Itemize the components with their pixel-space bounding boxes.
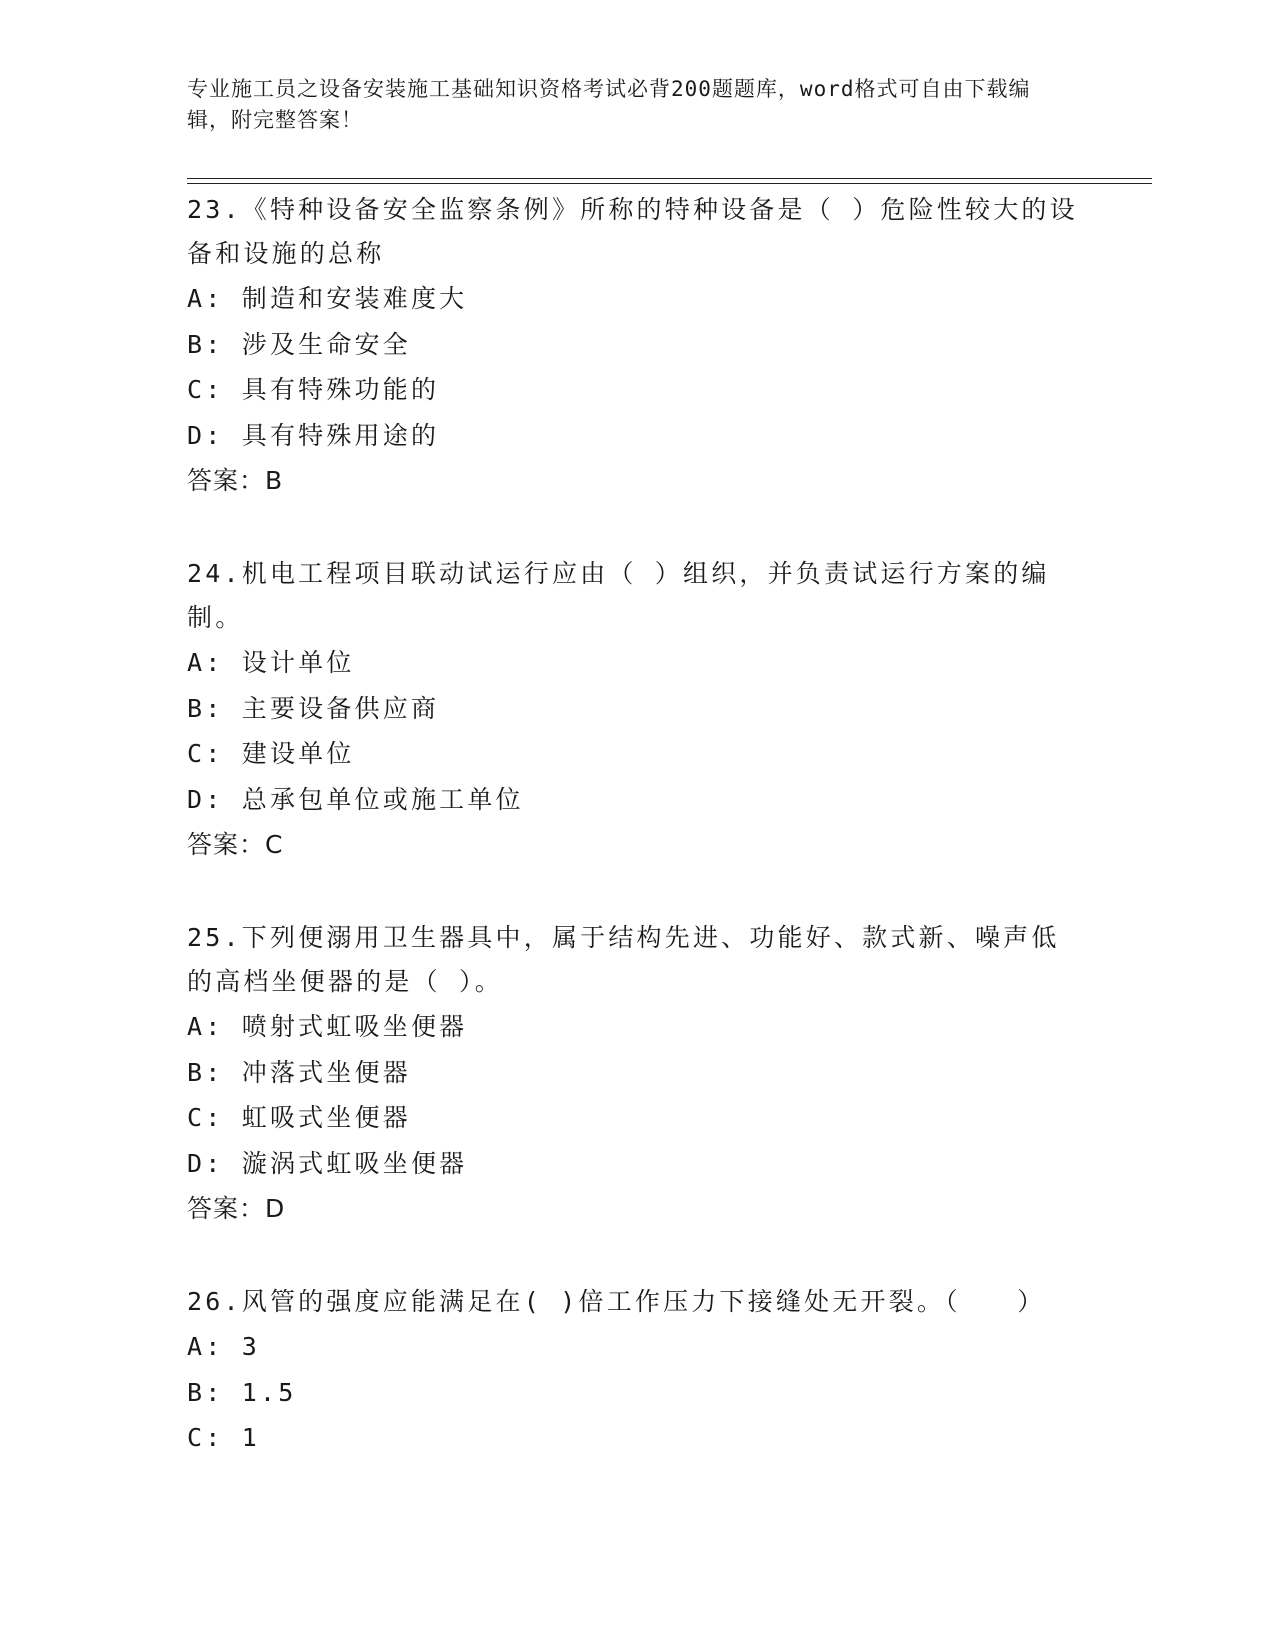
question-25 [187,916,1087,1232]
option-c: C: 1 [187,1423,261,1452]
question-23 [187,188,1087,504]
question-stem: 24.机电工程项目联动试运行应由（ ）组织，并负责试运行方案的编制。 [187,559,1050,632]
header-rule-bottom [187,183,1152,184]
option-a: A: 制造和安装难度大 [187,284,468,313]
option-d: D: 总承包单位或施工单位 [187,784,524,814]
option-a: A: 3 [187,1332,261,1361]
option-b: B: 1.5 [187,1377,297,1407]
document-header: 专业施工员之设备安装施工基础知识资格考试必背200题题库，word格式可自由下载编辑，附完整答案！ [187,77,1031,132]
option-d: D: 具有特殊用途的 [187,420,440,450]
answer-line: 答案：D [187,1194,286,1223]
option-a: A: 设计单位 [187,648,355,677]
question-stem: 25.下列便溺用卫生器具中，属于结构先进、功能好、款式新、噪声低的高档坐便器的是（ ）。 [187,923,1060,996]
question-26 [187,1280,1087,1461]
header-rule-top [187,178,1152,179]
option-a: A: 喷射式虹吸坐便器 [187,1012,468,1041]
question-stem: 23.《特种设备安全监察条例》所称的特种设备是（ ）危险性较大的设备和设施的总称 [187,195,1078,268]
option-b: B: 冲落式坐便器 [187,1057,411,1087]
option-b: B: 主要设备供应商 [187,693,440,723]
option-b: B: 涉及生命安全 [187,329,411,359]
answer-line: 答案：C [187,830,284,859]
option-c: C: 虹吸式坐便器 [187,1103,411,1132]
option-d: D: 漩涡式虹吸坐便器 [187,1148,468,1178]
option-c: C: 具有特殊功能的 [187,375,440,404]
question-stem: 26.风管的强度应能满足在( )倍工作压力下接缝处无开裂。（ ） [187,1287,1046,1316]
option-c: C: 建设单位 [187,739,355,768]
answer-line: 答案：B [187,466,284,495]
question-24 [187,552,1087,868]
